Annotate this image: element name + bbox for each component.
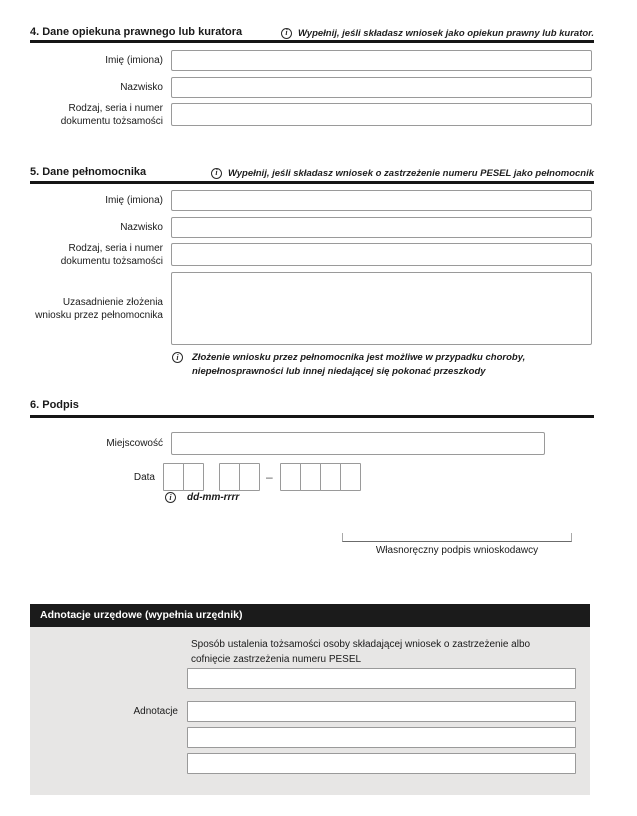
- city-row: [30, 432, 545, 455]
- date-format-text: dd-mm-rrrr: [187, 492, 240, 503]
- section5-header: [30, 166, 594, 179]
- adnotacje-input-3[interactable]: [187, 753, 576, 774]
- proxy-id-document-label: Rodzaj, seria i numer dokumentu tożsamości: [60, 242, 163, 267]
- proxy-id-document-row: [30, 243, 592, 266]
- proxy-last-name-label: Nazwisko: [120, 222, 163, 233]
- city-input[interactable]: [171, 432, 545, 455]
- date-year-cell-1[interactable]: [280, 463, 301, 491]
- proxy-first-name-label: Imię (imiona): [105, 195, 163, 206]
- info-icon: i: [211, 168, 222, 179]
- date-year-cell-2[interactable]: [300, 463, 321, 491]
- proxy-first-name-input[interactable]: [171, 190, 592, 211]
- section4-hint-text: Wypełnij, jeśli składasz wniosek jako opiekun prawny lub kurator.: [298, 27, 594, 39]
- date-month-cell-2[interactable]: [239, 463, 260, 491]
- date-month-group: [219, 463, 260, 491]
- section5-divider: [30, 181, 594, 184]
- section5-hint: [211, 168, 594, 179]
- proxy-note-line1: Złożenie wniosku przez pełnomocnika jest możliwe w przypadku choroby,: [192, 352, 526, 363]
- guardian-id-document-input[interactable]: [171, 103, 592, 126]
- date-label: Data: [133, 471, 155, 483]
- section5-hint-text: Wypełnij, jeśli składasz wniosek o zastrzeżenie numeru PESEL jako pełnomocnik: [227, 167, 594, 179]
- info-icon: i: [172, 352, 183, 363]
- identity-method-label-line2: cofnięcie zastrzeżenia numeru PESEL: [191, 654, 362, 665]
- proxy-justification-row: [30, 272, 592, 345]
- date-day-cell-1[interactable]: [163, 463, 184, 491]
- proxy-last-name-row: [30, 217, 592, 238]
- signature-field[interactable]: [342, 533, 572, 542]
- proxy-note: [172, 351, 592, 379]
- adnotacje-label: Adnotacje: [133, 706, 178, 717]
- proxy-justification-textarea[interactable]: [171, 272, 592, 345]
- guardian-last-name-label: Nazwisko: [120, 82, 163, 93]
- guardian-last-name-row: [30, 77, 592, 98]
- info-icon: i: [165, 492, 176, 503]
- guardian-id-document-label: Rodzaj, seria i numer dokumentu tożsamości: [60, 102, 163, 127]
- proxy-justification-label: Uzasadnienie złożenia wniosku przez pełnomocnika: [35, 296, 163, 321]
- date-year-group: [280, 463, 361, 491]
- date-day-cell-2[interactable]: [183, 463, 204, 491]
- date-year-cell-4[interactable]: [340, 463, 361, 491]
- guardian-first-name-label: Imię (imiona): [105, 55, 163, 66]
- proxy-id-document-input[interactable]: [171, 243, 592, 266]
- identity-method-label-line1: Sposób ustalenia tożsamości osoby składającej wniosek o zastrzeżenie albo: [191, 639, 531, 650]
- date-year-cell-3[interactable]: [320, 463, 341, 491]
- proxy-last-name-input[interactable]: [171, 217, 592, 238]
- official-annotations-bar: [30, 604, 590, 627]
- adnotacje-input-1[interactable]: [187, 701, 576, 722]
- identity-method-input[interactable]: [187, 668, 576, 689]
- proxy-first-name-row: [30, 190, 592, 211]
- official-annotations-title: Adnotacje urzędowe (wypełnia urzędnik): [40, 609, 243, 621]
- date-month-cell-1[interactable]: [219, 463, 240, 491]
- city-label: Miejscowość: [106, 438, 163, 449]
- signature-caption: Własnoręczny podpis wnioskodawcy: [375, 545, 539, 556]
- guardian-first-name-row: [30, 50, 592, 71]
- adnotacje-input-2[interactable]: [187, 727, 576, 748]
- info-icon: i: [281, 28, 292, 39]
- proxy-note-line2: niepełnosprawności lub innej niedającej się pokonać przeszkody: [192, 366, 486, 377]
- section4-title: 4. Dane opiekuna prawnego lub kuratora: [30, 26, 243, 38]
- section4-hint: [281, 28, 594, 39]
- section5-title: 5. Dane pełnomocnika: [30, 166, 147, 178]
- guardian-first-name-input[interactable]: [171, 50, 592, 71]
- identity-method-label: [191, 637, 577, 667]
- section6-divider: [30, 415, 594, 418]
- section6-header: [30, 399, 594, 411]
- section4-divider: [30, 40, 594, 43]
- guardian-last-name-input[interactable]: [171, 77, 592, 98]
- section4-header: [30, 26, 594, 39]
- date-separator: –: [266, 470, 273, 484]
- section6-title: 6. Podpis: [30, 399, 79, 411]
- date-row: [30, 463, 361, 491]
- proxy-note-text: [192, 351, 525, 379]
- date-format-note: [165, 492, 239, 503]
- guardian-id-document-row: [30, 103, 592, 126]
- date-day-group: [163, 463, 204, 491]
